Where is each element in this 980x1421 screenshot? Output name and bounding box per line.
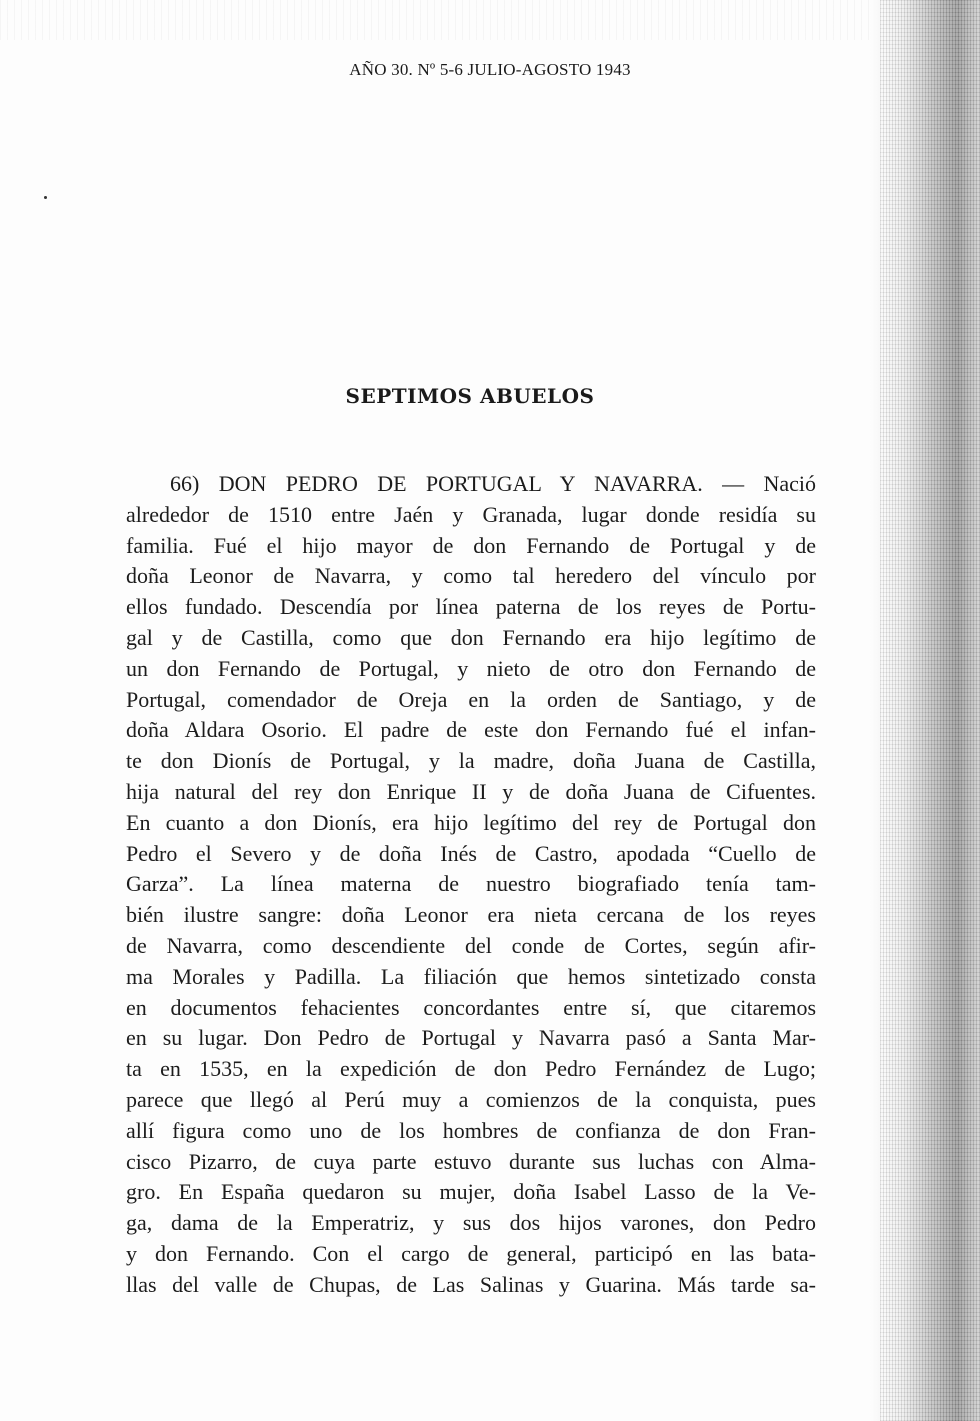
text-line: cisco Pizarro, de cuya parte estuvo durante sus luchas con Alma-	[126, 1148, 816, 1174]
text-line: alrededor de 1510 entre Jaén y Granada, lugar donde residía su	[126, 501, 816, 527]
section-title: SEPTIMOS ABUELOS	[345, 384, 595, 408]
scan-noise	[0, 0, 870, 40]
text-line: hija natural del rey don Enrique II y de doña Juana de Cifuentes.	[126, 778, 816, 804]
text-line: allí figura como uno de los hombres de confianza de don Fran-	[126, 1117, 816, 1143]
text-line: te don Dionís de Portugal, y la madre, doña Juana de Castilla,	[126, 748, 816, 774]
text-line: gro. En España quedaron su mujer, doña Isabel Lasso de la Ve-	[126, 1179, 816, 1205]
text-line: Garza”. La línea materna de nuestro biografiado tenía tam-	[126, 871, 816, 897]
text-line: ga, dama de la Emperatriz, y sus dos hijos varones, don Pedro	[126, 1210, 816, 1236]
text-line: ta en 1535, en la expedición de don Pedro Fernández de Lugo;	[126, 1056, 816, 1082]
binding-speckle	[880, 0, 980, 1421]
text-line: en su lugar. Don Pedro de Portugal y Navarra pasó a Santa Mar-	[126, 1025, 816, 1051]
text-line: en documentos fehacientes concordantes entre sí, que citaremos	[126, 994, 816, 1020]
text-line: un don Fernando de Portugal, y nieto de otro don Fernando de	[126, 655, 816, 681]
text-line: ellos fundado. Descendía por línea paterna de los reyes de Portu-	[126, 594, 816, 620]
text-line: de Navarra, como descendiente del conde de Cortes, según afir-	[126, 932, 816, 958]
text-line: familia. Fué el hijo mayor de don Fernando de Portugal y de	[126, 532, 816, 558]
text-line: llas del valle de Chupas, de Las Salinas y Guarina. Más tarde sa-	[126, 1271, 816, 1297]
text-line: y don Fernando. Con el cargo de general, participó en las bata-	[126, 1240, 816, 1266]
text-line: bién ilustre sangre: doña Leonor era nieta cercana de los reyes	[126, 902, 816, 928]
text-line: En cuanto a don Dionís, era hijo legítimo del rey de Portugal don	[126, 809, 816, 835]
text-line: Pedro el Severo y de doña Inés de Castro, apodada “Cuello de	[126, 840, 816, 866]
running-header: AÑO 30. Nº 5-6 JULIO-AGOSTO 1943	[349, 60, 631, 79]
text-line: parece que llegó al Perú muy a comienzos de la conquista, pues	[126, 1086, 816, 1112]
text-line: Portugal, comendador de Oreja en la orden de Santiago, y de	[126, 686, 816, 712]
text-line: 66) DON PEDRO DE PORTUGAL Y NAVARRA. — Nació	[170, 471, 816, 496]
text-line: doña Aldara Osorio. El padre de este don Fernando fué el infan-	[126, 717, 816, 743]
text-line: ma Morales y Padilla. La filiación que hemos sintetizado consta	[126, 963, 816, 989]
text-line: doña Leonor de Navarra, y como tal heredero del vínculo por	[126, 563, 816, 589]
text-line: gal y de Castilla, como que don Fernando era hijo legítimo de	[126, 624, 816, 650]
scan-dot	[44, 196, 47, 199]
body-paragraph	[126, 469, 816, 1301]
